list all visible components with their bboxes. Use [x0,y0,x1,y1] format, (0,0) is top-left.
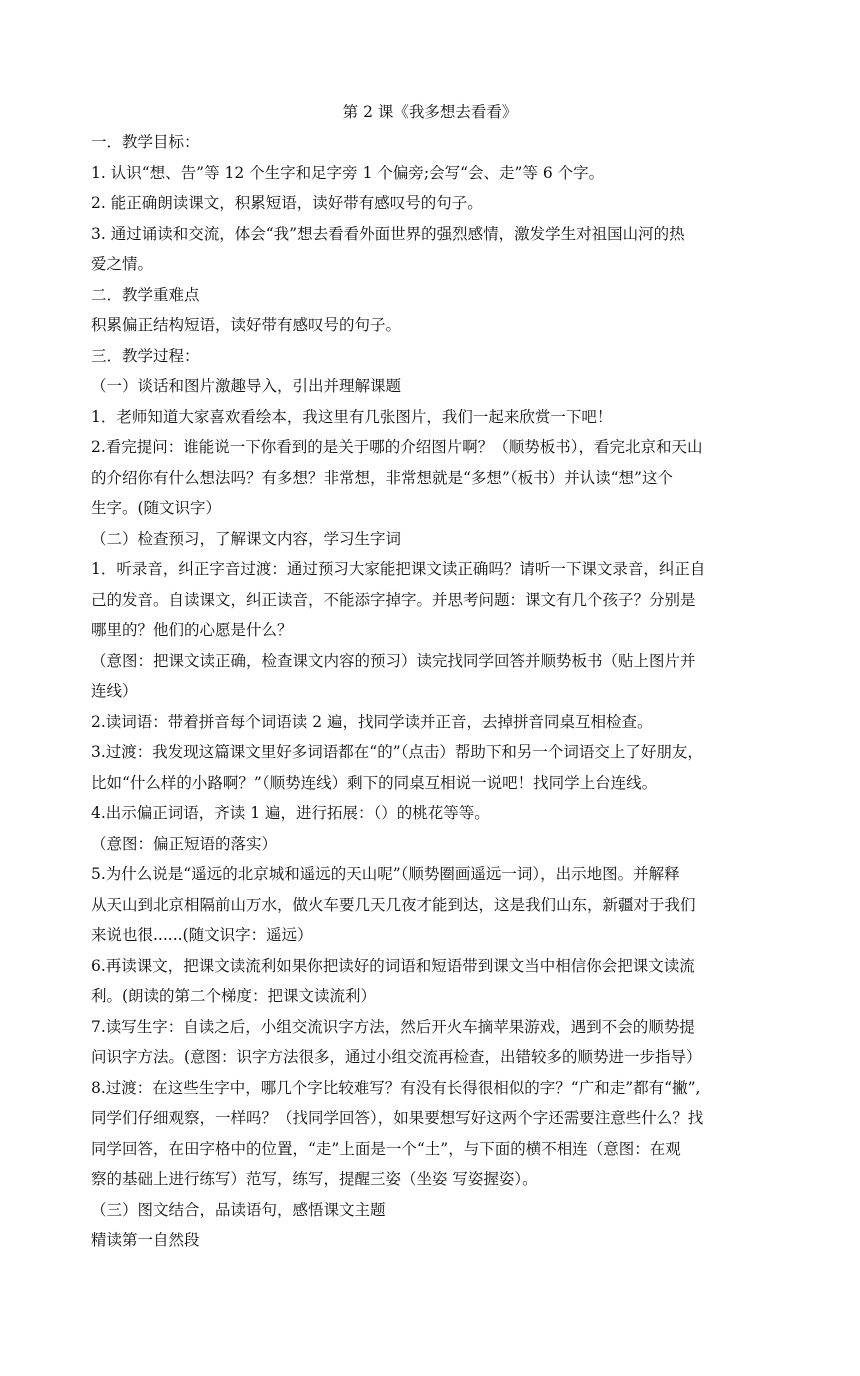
text-line: 2. 能正确朗读课文，积累短语，读好带有感叹号的句子。 [91,194,483,212]
text-line: 4.出示偏正词语，齐读 1 遍，进行拓展：（）的桃花等等。 [91,804,490,822]
text-line: 3. 通过诵读和交流，体会“我”想去看看外面世界的强烈感情，激发学生对祖国山河的热 [91,224,685,243]
text-line: 来说也很......(随文识字：遥远） [91,926,313,944]
text-line: （一）谈话和图片激趣导入，引出并理解课题 [91,377,402,395]
text-line: 利。(朗读的第二个梯度：把课文读流利） [91,987,377,1005]
text-line: 8.过渡：在这些生字中，哪几个字比较难写？有没有长得很相似的字？“广和走”都有“撇”, [91,1078,701,1097]
text-line: 二．教学重难点 [91,285,200,304]
text-line: 一．教学目标： [91,133,200,151]
text-line: 2.读词语：带着拼音每个词语读 2 遍，找同学读并正音，去掉拼音同桌互相检查。 [91,712,653,731]
text-line: （意图：把课文读正确，检查课文内容的预习）读完找同学回答并顺势板书（贴上图片并 [91,651,696,670]
text-line: 同学们仔细观察，一样吗？（找同学回答），如果要想写好这两个字还需要注意些什么？找 [91,1109,704,1127]
text-line: 精读第一自然段 [91,1231,200,1249]
text-line: 1．老师知道大家喜欢看绘本，我这里有几张图片，我们一起来欣赏一下吧！ [91,407,613,426]
text-line: 察的基础上进行练写）范写，练写，提醒三姿（坐姿 写姿握姿）。 [91,1170,538,1188]
text-line: 6.再读课文，把课文读流利如果你把读好的词语和短语带到课文当中相信你会把课文读流 [91,956,695,975]
text-line: 1．听录音，纠正字音过渡：通过预习大家能把课文读正确吗？请听一下课文录音，纠正自 [91,560,706,578]
text-line: 5.为什么说是“遥远的北京城和遥远的天山呢”（顺势圈画遥远一词），出示地图。并解释 [91,865,680,883]
text-line: 生字。(随文识字） [91,499,222,517]
text-line: 7.读写生字：自读之后，小组交流识字方法，然后开火车摘苹果游戏，遇到不会的顺势提 [91,1017,695,1036]
text-line: 从天山到北京相隔前山万水，做火车要几天几夜才能到达，这是我们山东，新疆对于我们 [91,895,696,914]
text-line: 己的发音。自读课文，纠正读音，不能添字掉字。并思考问题：课文有几个孩子？分别是 [91,590,696,609]
lesson-title: 第 2 课《我多想去看看》 [342,103,518,121]
text-line: （意图：偏正短语的落实） [91,834,278,853]
text-line: 连线） [91,682,138,700]
text-line: 哪里的？他们的心愿是什么？ [91,621,293,639]
text-line: 问识字方法。(意图：识字方法很多，通过小组交流再检查，出错较多的顺势进一步指导） [91,1048,702,1066]
text-line: 同学回答，在田字格中的位置，“走”上面是一个“土”，与下面的横不相连（意图：在观 [91,1139,681,1158]
text-line: 3.过渡：我发现这篇课文里好多词语都在“的”（点击）帮助下和另一个词语交上了好朋友， [91,743,703,761]
text-line: 三．教学过程： [91,346,200,365]
text-line: 爱之情。 [91,255,154,273]
text-line: 1. 认识“想、告”等 12 个生字和足字旁 1 个偏旁;会写“会、走”等 6 个字。 [91,163,605,182]
text-line: 2.看完提问：谁能说一下你看到的是关于哪的介绍图片啊？（顺势板书），看完北京和天山 [91,438,703,456]
text-line: 比如“什么样的小路啊？”（顺势连线）剩下的同桌互相说一说吧！找同学上台连线。 [91,773,658,792]
text-line: 积累偏正结构短语，读好带有感叹号的句子。 [91,316,402,334]
text-line: （三）图文结合，品读语句，感悟课文主题 [91,1200,386,1219]
text-line: 的介绍你有什么想法吗？有多想？非常想，非常想就是“多想”（板书）并认读“想”这个 [91,468,673,487]
text-line: （二）检查预习，了解课文内容，学习生字词 [91,529,402,548]
